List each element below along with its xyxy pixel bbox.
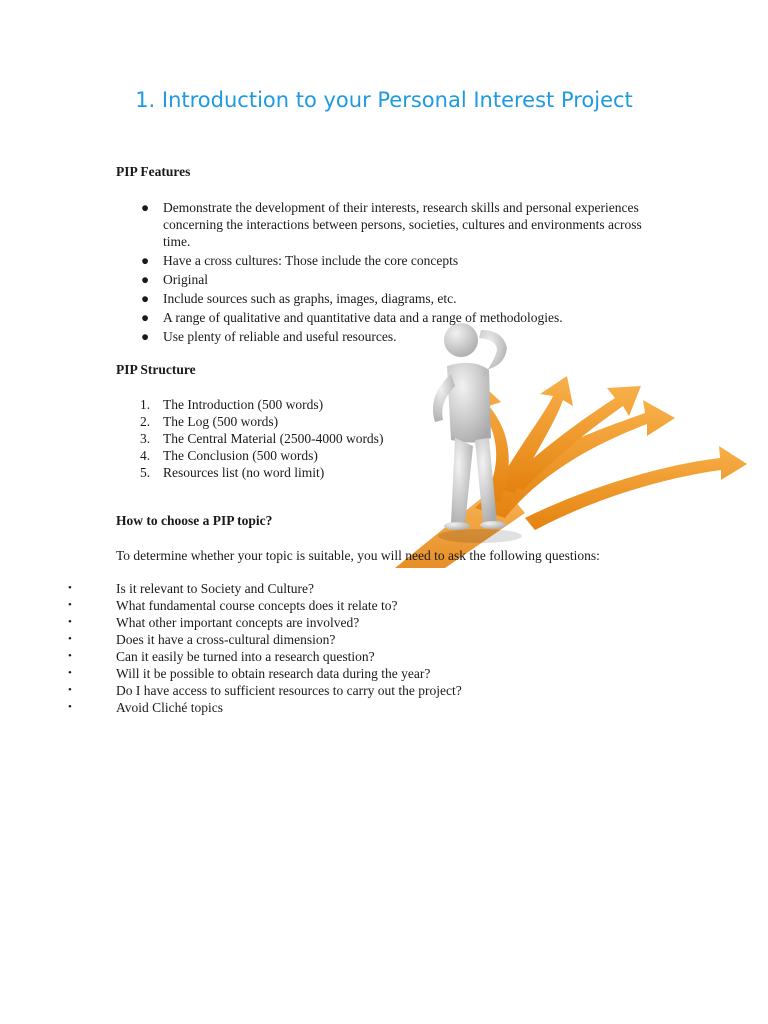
list-number: 2. — [140, 414, 151, 429]
choose-topic-heading: How to choose a PIP topic? — [116, 513, 273, 528]
bullet-icon: ● — [141, 329, 150, 344]
list-item-text: Original — [163, 272, 208, 287]
list-item — [116, 430, 516, 447]
bullet-icon: • — [68, 701, 72, 713]
pip-features-heading: PIP Features — [116, 164, 191, 179]
list-item-text: Use plenty of reliable and useful resources. — [163, 329, 397, 344]
list-item-text: The Conclusion (500 words) — [163, 448, 318, 463]
list-item — [116, 309, 656, 326]
list-item-text: Do I have access to sufficient resources to carry out the project? — [116, 683, 462, 698]
list-item — [116, 396, 516, 413]
bullet-icon: • — [68, 667, 72, 679]
list-item-text: Will it be possible to obtain research data during the year? — [116, 666, 431, 681]
list-item — [0, 682, 600, 699]
bullet-icon: • — [68, 650, 72, 662]
questions-list — [0, 580, 600, 716]
list-item-text: The Central Material (2500-4000 words) — [163, 431, 384, 446]
list-item — [0, 631, 600, 648]
list-item-text: Is it relevant to Society and Culture? — [116, 581, 314, 596]
page-title: 1. Introduction to your Personal Interest Project — [135, 88, 633, 112]
list-item — [116, 328, 656, 345]
list-number: 5. — [140, 465, 151, 480]
list-item — [0, 665, 600, 682]
list-item — [116, 290, 656, 307]
choose-topic-intro: To determine whether your topic is suitable, you will need to ask the following questions: — [116, 548, 600, 563]
list-item — [116, 199, 656, 250]
bullet-icon: ● — [141, 200, 150, 215]
list-item — [0, 597, 600, 614]
list-item — [116, 271, 656, 288]
list-item-text: The Log (500 words) — [163, 414, 279, 429]
bullet-icon: • — [68, 582, 72, 594]
list-item — [116, 252, 656, 269]
pip-structure-heading: PIP Structure — [116, 362, 196, 377]
list-item-text: Demonstrate the development of their interests, research skills and personal experiences concerning the interactions between persons, societies, cultures and environments across time. — [163, 200, 642, 249]
list-item-text: Have a cross cultures: Those include the core concepts — [163, 253, 459, 268]
list-item — [0, 580, 600, 597]
bullet-icon: • — [68, 599, 72, 611]
list-item-text: Avoid Cliché topics — [116, 700, 223, 715]
bullet-icon: ● — [141, 272, 150, 287]
list-number: 1. — [140, 397, 151, 412]
bullet-icon: • — [68, 684, 72, 696]
list-item — [116, 447, 516, 464]
pip-structure-list — [116, 396, 516, 481]
bullet-icon: ● — [141, 253, 150, 268]
list-item-text: Does it have a cross-cultural dimension? — [116, 632, 336, 647]
list-number: 4. — [140, 448, 151, 463]
list-item — [116, 413, 516, 430]
list-item — [0, 614, 600, 631]
bullet-icon: ● — [141, 310, 150, 325]
list-item — [116, 464, 516, 481]
list-item-text: What other important concepts are involved? — [116, 615, 360, 630]
pip-features-list — [116, 199, 656, 347]
list-item — [0, 699, 600, 716]
list-item-text: The Introduction (500 words) — [163, 397, 324, 412]
bullet-icon: • — [68, 633, 72, 645]
bullet-icon: ● — [141, 291, 150, 306]
list-item-text: Resources list (no word limit) — [163, 465, 325, 480]
list-item-text: A range of qualitative and quantitative data and a range of methodologies. — [163, 310, 563, 325]
list-item-text: Include sources such as graphs, images, diagrams, etc. — [163, 291, 457, 306]
list-item-text: What fundamental course concepts does it relate to? — [116, 598, 398, 613]
bullet-icon: • — [68, 616, 72, 628]
list-number: 3. — [140, 431, 151, 446]
list-item-text: Can it easily be turned into a research question? — [116, 649, 375, 664]
list-item — [0, 648, 600, 665]
